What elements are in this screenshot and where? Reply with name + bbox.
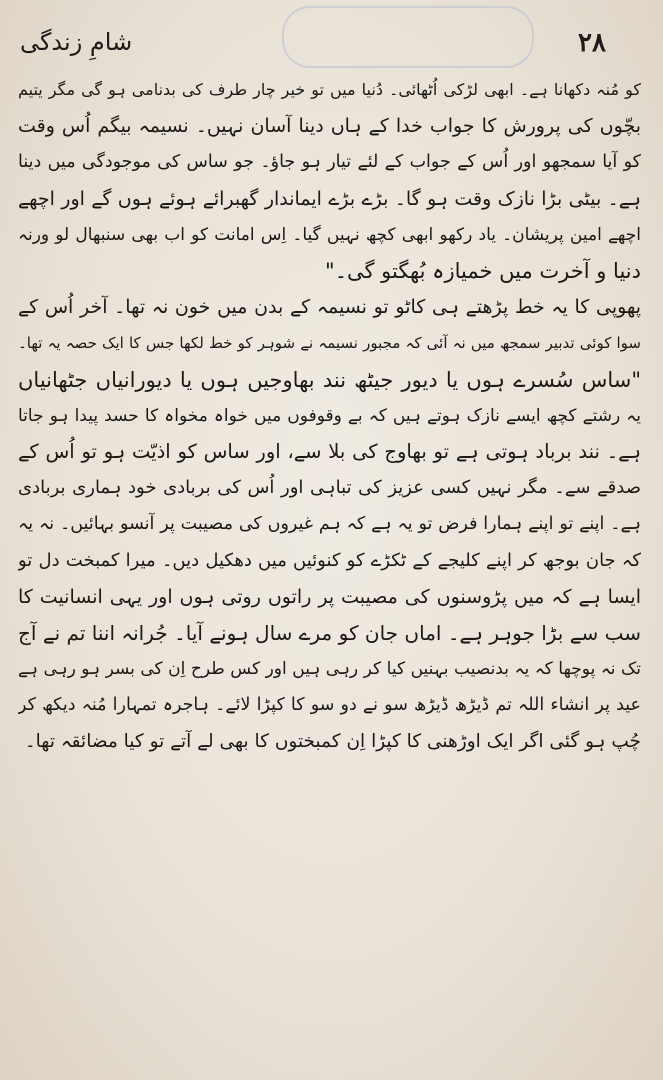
text-line: عید پر انشاء اللہ تم ڈیڑھ ڈیڑھ سو نے دو سو کا کپڑا لائے۔ ہاجرہ تمہارا مُنہ دیکھ کر xyxy=(18,695,641,716)
text-line: تک نہ پوچھا کہ یہ بدنصیب بہنیں کیا کر رہی ہیں اور کس طرح اِن کی بسر ہو رہی ہے xyxy=(18,659,641,680)
text-line: کہ جان بوجھ کر اپنے کلیجے کے ٹکڑے کو کنوئیں میں دھکیل دیں۔ میرا کمبخت دل تو xyxy=(18,549,641,571)
text-line: پھوپی کا یہ خط پڑھتے ہی کاٹو تو نسیمہ کے بدن میں خون نہ تھا۔ آخر اُس کے xyxy=(18,296,641,319)
text-line: ایسا ہے کہ میں پڑوسنوں کی مصیبت پر راتوں روتی ہوں اور یہی انسانیت کا xyxy=(18,585,641,608)
text-line: "ساس سُسرے ہوں یا دیور جیٹھ نند بھاوجیں ہوں یا دیورانیاں جٹھانیاں xyxy=(18,367,641,392)
text-line: ہے۔ نند برباد ہوتی ہے تو بھاوج کی بلا سے، اور ساس کو اذیّت ہو تو اُس کے xyxy=(18,440,641,464)
text-line: صدقے سے۔ مگر نہیں کسی عزیز کی تباہی اور اُس کی بربادی خود ہماری بربادی xyxy=(18,477,641,499)
text-line: کو مُنہ دکھانا ہے۔ ابھی لڑکی اُٹھائی۔ دُنیا میں تو خیر چار طرف کی بدنامی ہو گی مگر یتیم xyxy=(18,80,641,99)
text-line: کو آیا سمجھو اور اُس کے جواب کے لئے تیار ہو جاؤ۔ جو ساس کی موجودگی میں دینا xyxy=(18,152,641,173)
page-number: ٢٨ xyxy=(578,28,606,58)
running-title: شامِ زندگی xyxy=(20,28,133,56)
page-header xyxy=(0,26,663,66)
text-line: سب سے بڑا جوہر ہے۔ اماں جان کو مرے سال ہونے آیا۔ جُرانہ اننا تم نے آج xyxy=(18,621,641,646)
text-line: سوا کوئی تدبیر سمجھ میں نہ آئی کہ مجبور نسیمہ نے شوہر کو خط لکھا جس کا ایک حصہ یہ تھا۔ xyxy=(18,334,641,353)
text-line: ہے۔ بیٹی بڑا نازک وقت ہو گا۔ بڑے بڑے ایماندار گھبرائے ہوئے ہوں گے اور اچھے xyxy=(18,187,641,210)
text-line: یہ رشتے کچھ ایسے نازک ہوتے ہیں کہ بے وقوفوں میں خواہ مخواہ کا حسد پیدا ہو جاتا xyxy=(18,405,641,426)
text-line: ہے۔ اپنے تو اپنے ہمارا فرض تو یہ ہے کہ ہم غیروں کی مصیبت پر آنسو بہائیں۔ نہ یہ xyxy=(18,514,641,535)
text-line: دنیا و آخرت میں خمیازہ بُھگتو گی۔" xyxy=(325,259,641,284)
text-line: اچھے امین پریشان۔ یاد رکھو ابھی کچھ نہیں گیا۔ اِس امانت کو اب بھی سنبھال لو ورنہ xyxy=(18,224,641,245)
text-line: چُپ ہو گئی اگر ایک اوڑھنی کا کپڑا اِن کمبختوں کا بھی لے آتے تو کیا مضائقہ تھا۔ xyxy=(24,730,641,752)
text-line: بچّوں کی پرورش کا جواب خدا کے ہاں دینا آسان نہیں۔ نسیمہ بیگم اُس وقت xyxy=(18,115,641,138)
body-text xyxy=(18,72,641,760)
